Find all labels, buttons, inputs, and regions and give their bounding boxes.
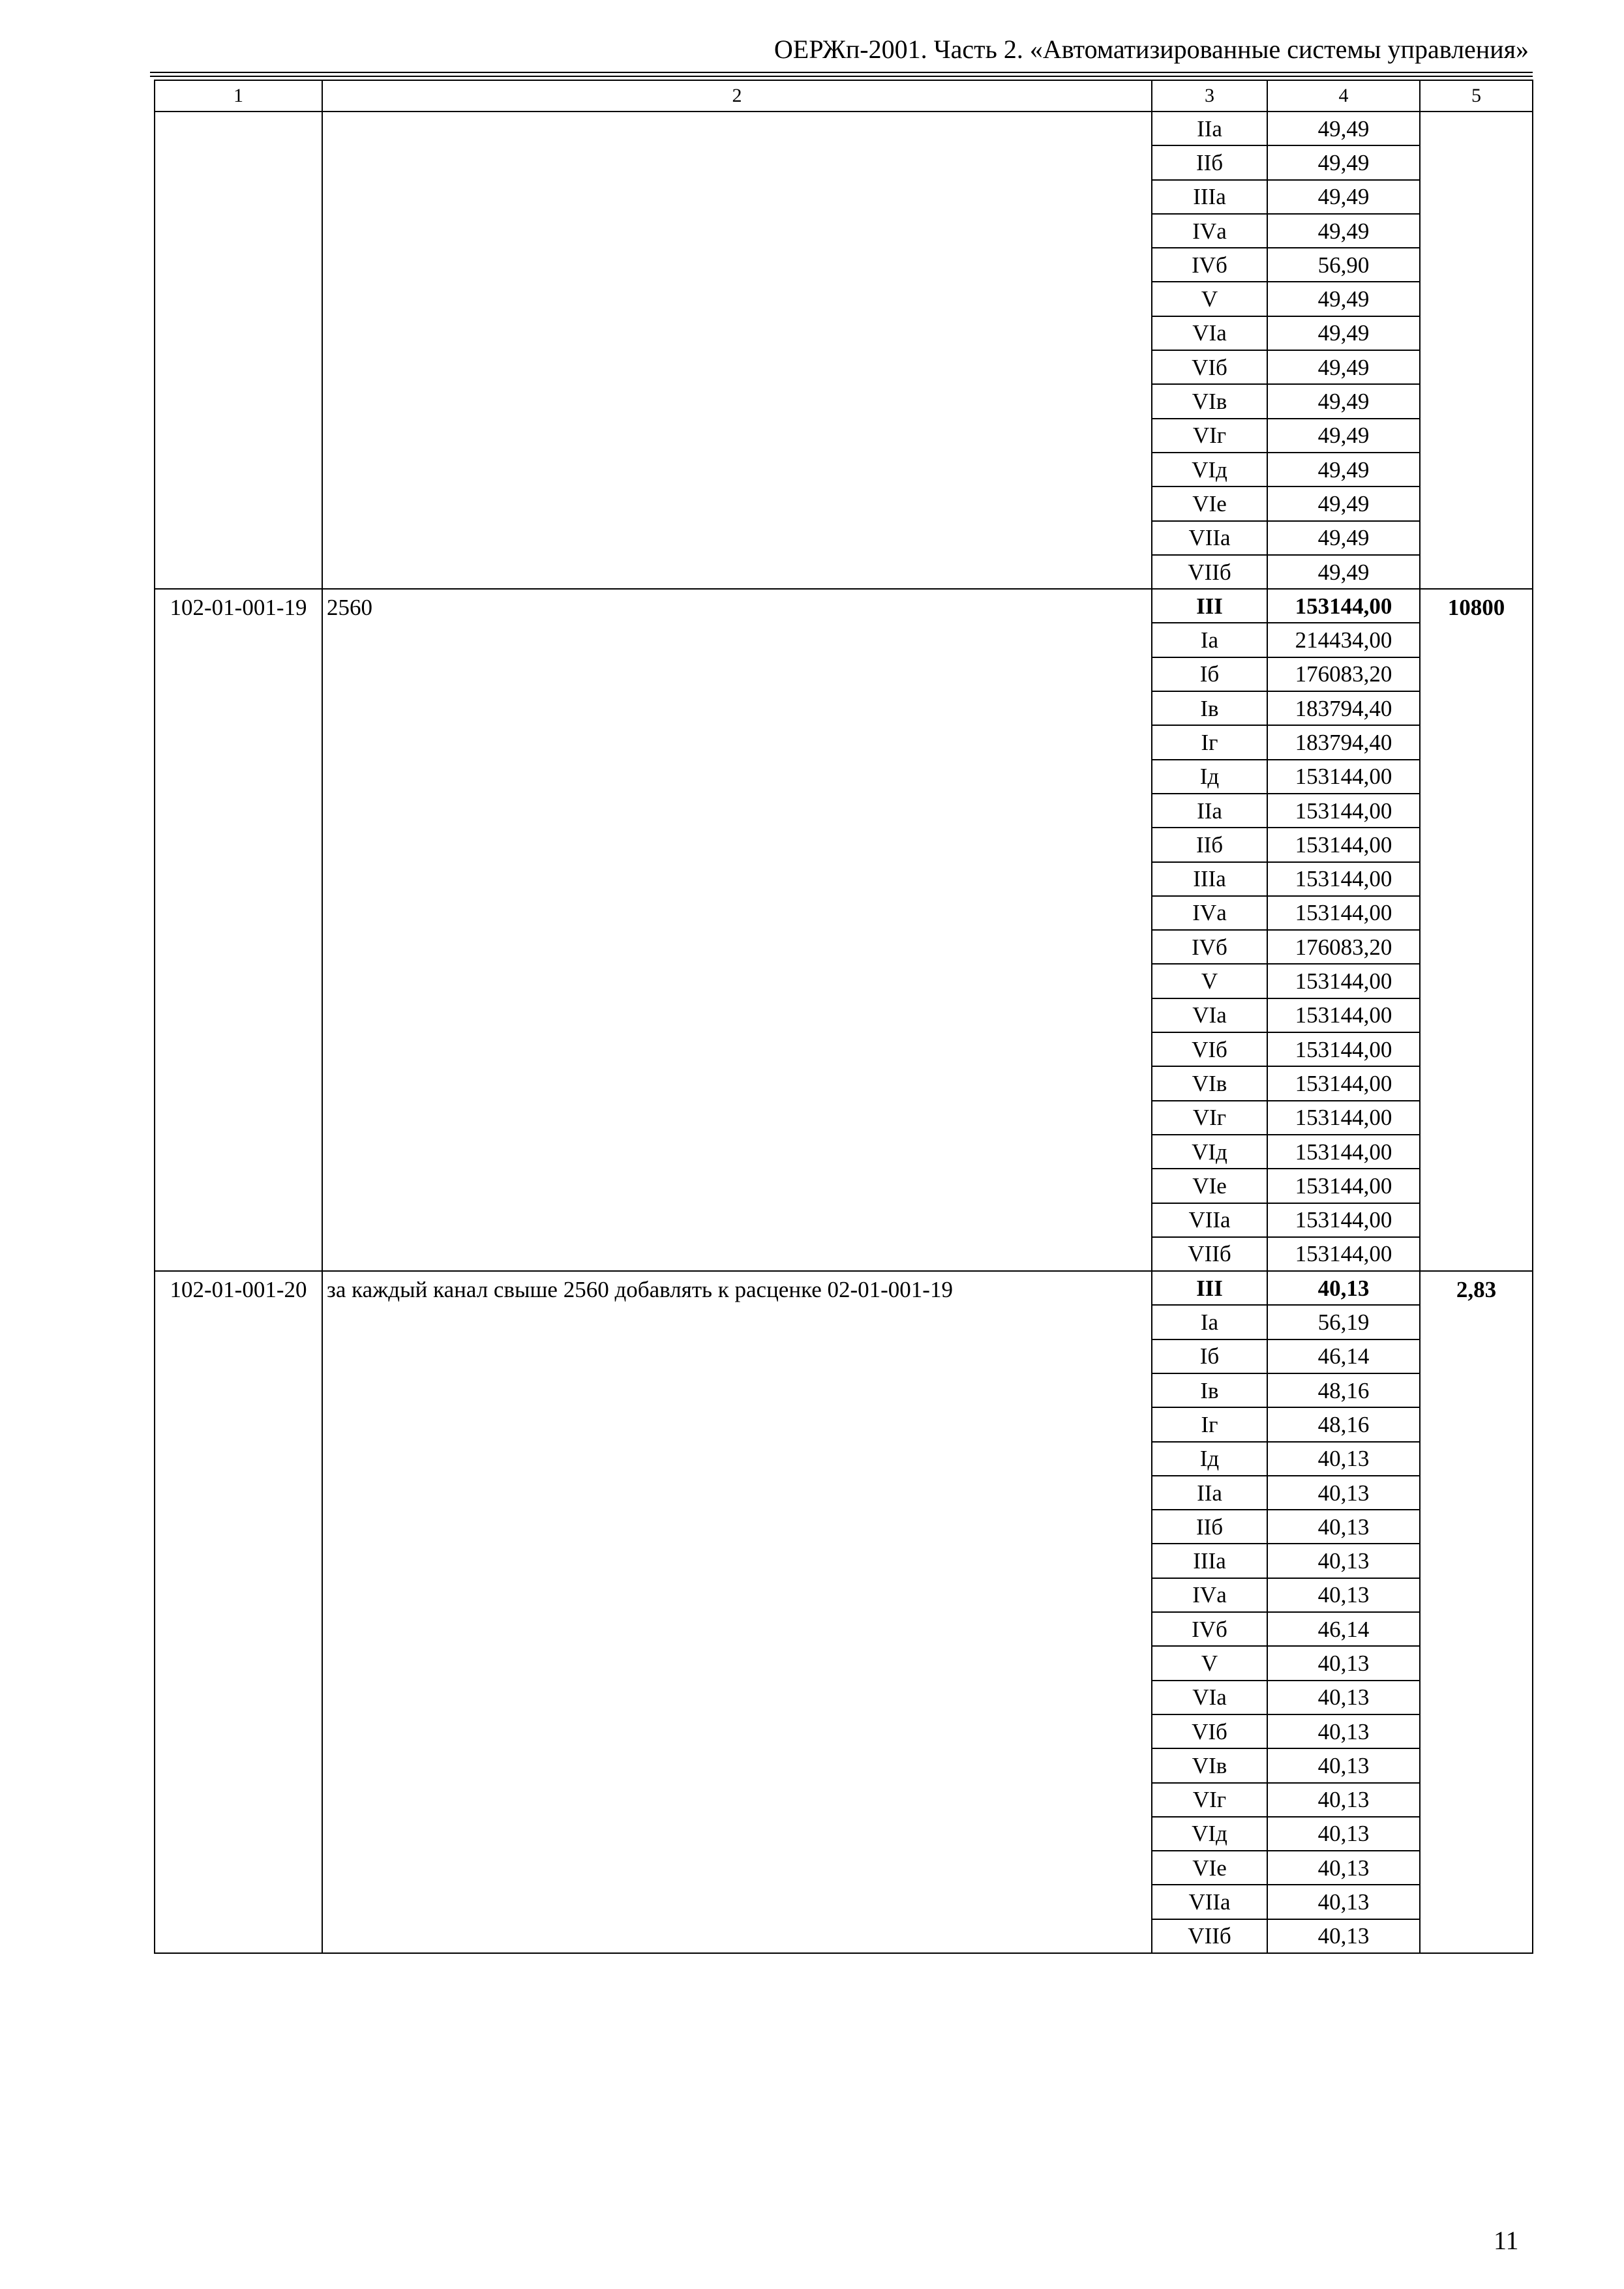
price-cell: 40,13 (1267, 1748, 1420, 1782)
column-number: 4 (1267, 80, 1420, 112)
zone-cell: VIа (1152, 998, 1267, 1032)
price-cell: 153144,00 (1267, 896, 1420, 930)
zone-cell: VIд (1152, 453, 1267, 486)
zone-cell: V (1152, 964, 1267, 998)
zone-cell: IIа (1152, 112, 1267, 145)
price-cell: 153144,00 (1267, 1203, 1420, 1237)
price-cell: 40,13 (1267, 1476, 1420, 1510)
zone-cell: IVб (1152, 1612, 1267, 1646)
price-cell: 49,49 (1267, 112, 1420, 145)
price-cell: 40,13 (1267, 1544, 1420, 1578)
price-cell: 40,13 (1267, 1681, 1420, 1714)
zone-cell: VIIб (1152, 555, 1267, 589)
price-cell: 40,13 (1267, 1817, 1420, 1851)
document-header: ОЕРЖп-2001. Часть 2. «Автоматизированные системы управления» (774, 35, 1529, 64)
price-cell: 49,49 (1267, 555, 1420, 589)
rates-table (154, 80, 1533, 1954)
table-row-main (155, 589, 1533, 623)
rates-table-body (155, 80, 1533, 1953)
price-cell: 49,49 (1267, 419, 1420, 453)
zone-cell: VIа (1152, 1681, 1267, 1714)
zone-cell: Iа (1152, 623, 1267, 657)
price-cell: 40,13 (1267, 1442, 1420, 1476)
zone-cell: Iг (1152, 725, 1267, 759)
zone-cell: IIIа (1152, 862, 1267, 896)
zone-cell: Iб (1152, 657, 1267, 691)
price-cell: 40,13 (1267, 1646, 1420, 1680)
zone-cell: IIб (1152, 1510, 1267, 1544)
zone-cell: VIв (1152, 1066, 1267, 1100)
page-number: 11 (1494, 2226, 1519, 2255)
hours-cell: 10800 (1420, 589, 1533, 1271)
price-cell: 40,13 (1267, 1783, 1420, 1817)
description-cell: 2560 (322, 589, 1152, 1271)
price-cell: 153144,00 (1267, 862, 1420, 896)
description-cell (322, 112, 1152, 589)
zone-cell: III (1152, 589, 1267, 623)
zone-cell: IVб (1152, 248, 1267, 282)
zone-cell: IIIа (1152, 180, 1267, 214)
price-cell: 48,16 (1267, 1373, 1420, 1407)
zone-cell: Iв (1152, 691, 1267, 725)
zone-cell: VIIа (1152, 1203, 1267, 1237)
price-cell: 40,13 (1267, 1578, 1420, 1612)
price-cell: 214434,00 (1267, 623, 1420, 657)
zone-cell: VIв (1152, 1748, 1267, 1782)
price-cell: 56,19 (1267, 1305, 1420, 1339)
price-cell: 153144,00 (1267, 1169, 1420, 1203)
code-cell: 102-01-001-20 (155, 1271, 322, 1953)
zone-cell: VIб (1152, 1032, 1267, 1066)
zone-cell: VIв (1152, 384, 1267, 418)
price-cell: 46,14 (1267, 1612, 1420, 1646)
zone-cell: VIг (1152, 1101, 1267, 1135)
zone-cell: III (1152, 1271, 1267, 1305)
price-cell: 176083,20 (1267, 930, 1420, 964)
table-row (155, 112, 1533, 145)
zone-cell: VIб (1152, 1714, 1267, 1748)
price-cell: 153144,00 (1267, 589, 1420, 623)
column-number-row (155, 80, 1533, 112)
hours-cell: 2,83 (1420, 1271, 1533, 1953)
header-rule-double (150, 76, 1533, 77)
price-cell: 153144,00 (1267, 998, 1420, 1032)
zone-cell: VIIб (1152, 1237, 1267, 1271)
price-cell: 40,13 (1267, 1271, 1420, 1305)
zone-cell: Iб (1152, 1339, 1267, 1373)
price-cell: 56,90 (1267, 248, 1420, 282)
price-cell: 153144,00 (1267, 760, 1420, 794)
price-cell: 153144,00 (1267, 964, 1420, 998)
price-cell: 153144,00 (1267, 828, 1420, 861)
price-cell: 40,13 (1267, 1714, 1420, 1748)
price-cell: 153144,00 (1267, 1032, 1420, 1066)
price-cell: 183794,40 (1267, 691, 1420, 725)
code-cell: 102-01-001-19 (155, 589, 322, 1271)
zone-cell: Iв (1152, 1373, 1267, 1407)
price-cell: 49,49 (1267, 145, 1420, 179)
price-cell: 153144,00 (1267, 1066, 1420, 1100)
price-cell: 153144,00 (1267, 1135, 1420, 1169)
hours-cell (1420, 112, 1533, 589)
zone-cell: VIг (1152, 1783, 1267, 1817)
price-cell: 153144,00 (1267, 1237, 1420, 1271)
price-cell: 153144,00 (1267, 794, 1420, 828)
zone-cell: VIд (1152, 1817, 1267, 1851)
price-cell: 40,13 (1267, 1510, 1420, 1544)
zone-cell: Iд (1152, 1442, 1267, 1476)
zone-cell: V (1152, 282, 1267, 316)
zone-cell: VIд (1152, 1135, 1267, 1169)
price-cell: 183794,40 (1267, 725, 1420, 759)
price-cell: 49,49 (1267, 453, 1420, 486)
zone-cell: VIб (1152, 350, 1267, 384)
price-cell: 49,49 (1267, 350, 1420, 384)
column-number: 1 (155, 80, 322, 112)
code-cell (155, 112, 322, 589)
price-cell: 49,49 (1267, 180, 1420, 214)
price-cell: 49,49 (1267, 282, 1420, 316)
column-number: 5 (1420, 80, 1533, 112)
price-cell: 176083,20 (1267, 657, 1420, 691)
table-row-main (155, 1271, 1533, 1305)
zone-cell: VIе (1152, 1851, 1267, 1885)
zone-cell: V (1152, 1646, 1267, 1680)
zone-cell: Iг (1152, 1407, 1267, 1441)
zone-cell: Iа (1152, 1305, 1267, 1339)
zone-cell: IIа (1152, 1476, 1267, 1510)
zone-cell: IVб (1152, 930, 1267, 964)
price-cell: 49,49 (1267, 316, 1420, 350)
zone-cell: IIIа (1152, 1544, 1267, 1578)
price-cell: 46,14 (1267, 1339, 1420, 1373)
zone-cell: VIг (1152, 419, 1267, 453)
zone-cell: IIб (1152, 145, 1267, 179)
zone-cell: VIа (1152, 316, 1267, 350)
price-cell: 49,49 (1267, 521, 1420, 555)
zone-cell: VIе (1152, 1169, 1267, 1203)
zone-cell: VIIа (1152, 521, 1267, 555)
column-number: 3 (1152, 80, 1267, 112)
price-cell: 49,49 (1267, 214, 1420, 248)
zone-cell: VIIб (1152, 1919, 1267, 1953)
column-number: 2 (322, 80, 1152, 112)
zone-cell: IIа (1152, 794, 1267, 828)
price-cell: 40,13 (1267, 1919, 1420, 1953)
header-rule (150, 72, 1533, 73)
zone-cell: IVа (1152, 896, 1267, 930)
price-cell: 49,49 (1267, 384, 1420, 418)
price-cell: 48,16 (1267, 1407, 1420, 1441)
description-cell: за каждый канал свыше 2560 добавлять к расценке 02-01-001-19 (322, 1271, 1152, 1953)
zone-cell: VIIа (1152, 1885, 1267, 1919)
price-cell: 40,13 (1267, 1851, 1420, 1885)
zone-cell: IIб (1152, 828, 1267, 861)
price-cell: 49,49 (1267, 486, 1420, 520)
zone-cell: IVа (1152, 1578, 1267, 1612)
price-cell: 40,13 (1267, 1885, 1420, 1919)
zone-cell: Iд (1152, 760, 1267, 794)
zone-cell: VIе (1152, 486, 1267, 520)
zone-cell: IVа (1152, 214, 1267, 248)
price-cell: 153144,00 (1267, 1101, 1420, 1135)
